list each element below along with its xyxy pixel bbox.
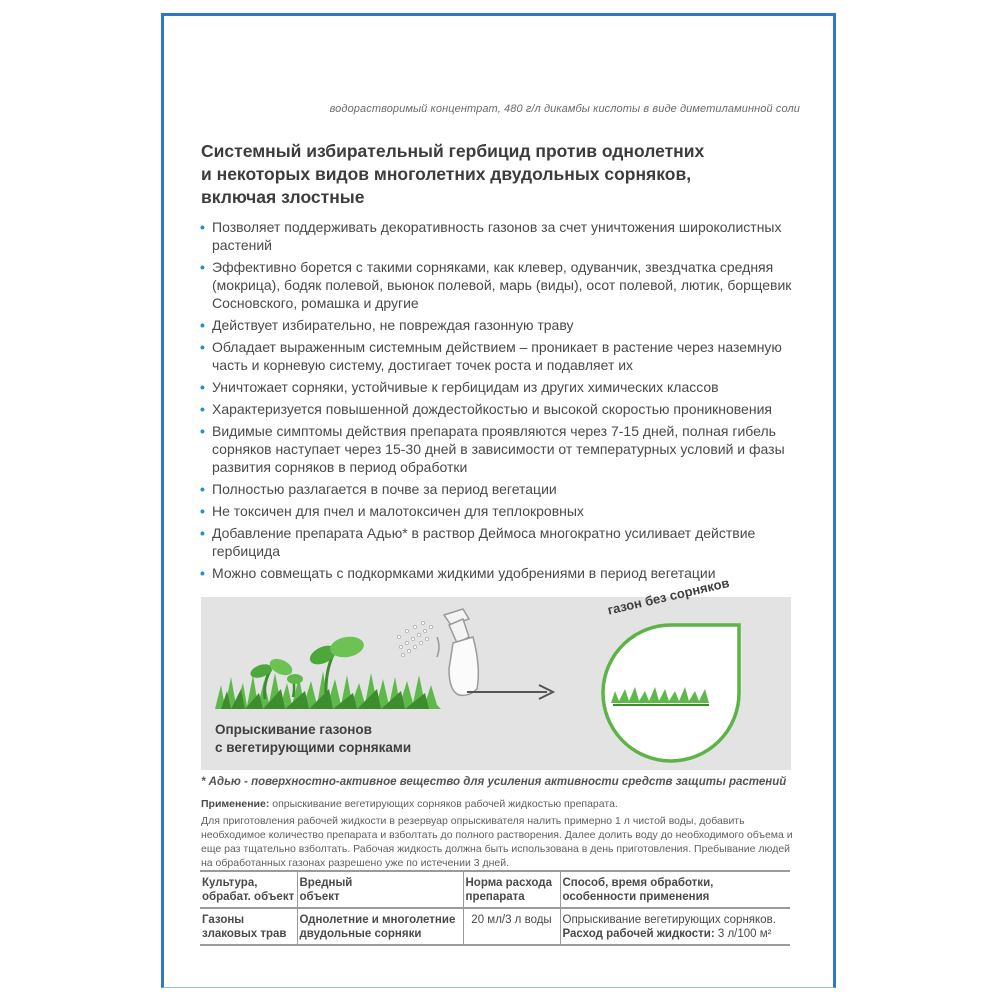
bullet-icon: • xyxy=(200,259,205,275)
bullet-icon: • xyxy=(200,503,205,519)
bullet-icon: • xyxy=(200,401,205,417)
table-cell-rate: 20 мл/3 л воды xyxy=(463,908,560,945)
usage-instructions xyxy=(201,797,801,870)
illustration-caption: Опрыскивание газонов с вегетирующими сорняками xyxy=(215,722,412,755)
list-item: • Позволяет поддерживать декоративность газонов за счет уничтожения широколистных растений xyxy=(200,219,782,253)
headline xyxy=(201,140,801,209)
headline-line: включая злостные xyxy=(201,187,365,207)
weedy-grass-icon xyxy=(215,634,441,709)
list-item: • Уничтожает сорняки, устойчивые к гербицидам из других химических классов xyxy=(200,379,719,395)
table-header-row xyxy=(200,871,790,908)
table-header: Вредный объект xyxy=(297,871,463,908)
bullet-icon: • xyxy=(200,219,205,235)
list-item: • Полностью разлагается в почве за период вегетации xyxy=(200,481,557,497)
arrow-right-icon xyxy=(467,685,553,699)
list-item: • Видимые симптомы действия препарата проявляются через 7-15 дней, полная гибель сорняков наступает через 15-30 дней в зависимости от температурных условий и фазы развития сорняков в период обработки xyxy=(200,423,785,475)
bullet-icon: • xyxy=(200,481,205,497)
bullet-icon: • xyxy=(200,423,205,439)
headline-line: и некоторых видов многолетних двудольных сорняков, xyxy=(201,164,692,184)
list-item: • Обладает выраженным системным действием – проникает в растение через наземную часть и корневую систему, достигает точек роста и подавляет их xyxy=(200,339,782,373)
table-header: Культура, обрабат. объект xyxy=(200,871,297,908)
bullet-icon: • xyxy=(200,317,205,333)
spray-bottle-icon xyxy=(397,609,478,695)
usage-text: Для приготовления рабочей жидкости в резервуар опрыскивателя налить примерно 1 л чистой воды, добавить необходимое количество препарата и взболтать до полного растворения. Далее долить воду до необходимого объема и еще раз тщательно взболтать. Рабочая жидкость должна быть использована в день приготовления. Пребывание людей на обработанных газонах разрешено уже по истечении 3 дней. xyxy=(201,815,793,869)
table-cell-method: Опрыскивание вегетирующих сорняков. Расход рабочей жидкости: 3 л/100 м² xyxy=(560,908,790,945)
table-header: Способ, время обработки, особенности применения xyxy=(560,871,790,908)
list-item: • Добавление препарата Адью* в раствор Деймоса многократно усиливает действие гербицида xyxy=(200,525,756,559)
feature-list xyxy=(200,218,800,586)
usage-summary: опрыскивание вегетирующих сорняков рабочей жидкостью препарата. xyxy=(269,798,618,810)
result-label: газон без сорняков xyxy=(606,574,731,618)
table-cell-target: Однолетние и многолетние двудольные сорняки xyxy=(297,908,463,945)
list-item: • Можно совмещать с подкормками жидкими удобрениями в период вегетации xyxy=(200,565,716,581)
application-table xyxy=(200,870,790,946)
list-item: • Характеризуется повышенной дождестойкостью и высокой скоростью проникновения xyxy=(200,401,772,417)
clean-lawn-icon xyxy=(603,625,739,761)
list-item: • Действует избирательно, не повреждая газонную траву xyxy=(200,317,574,333)
bullet-icon: • xyxy=(200,339,205,355)
illustration-panel xyxy=(201,574,791,770)
table-cell-crop: Газоны злаковых трав xyxy=(202,914,287,940)
headline-line: Системный избирательный гербицид против однолетних xyxy=(201,141,705,161)
table-row xyxy=(200,908,790,945)
product-subtitle: водорастворимый концентрат, 480 г/л дикамбы кислоты в виде диметиламинной соли xyxy=(329,103,800,115)
bullet-icon: • xyxy=(200,525,205,541)
usage-label: Применение: xyxy=(201,798,270,810)
footnote: * Адью - поверхностно-активное вещество для усиления активности средств защиты растений xyxy=(201,776,787,788)
list-item: • Не токсичен для пчел и малотоксичен для теплокровных xyxy=(200,503,584,519)
bullet-icon: • xyxy=(200,565,205,581)
list-item: • Эффективно борется с такими сорняками, как клевер, одуванчик, звездчатка средняя (мокрица), бодяк полевой, вьюнок полевой, марь (виды), осот полевой, лютик, борщевик Сосновского, ромашка и другие xyxy=(200,259,792,311)
table-header: Норма расхода препарата xyxy=(463,871,560,908)
bullet-icon: • xyxy=(200,379,205,395)
